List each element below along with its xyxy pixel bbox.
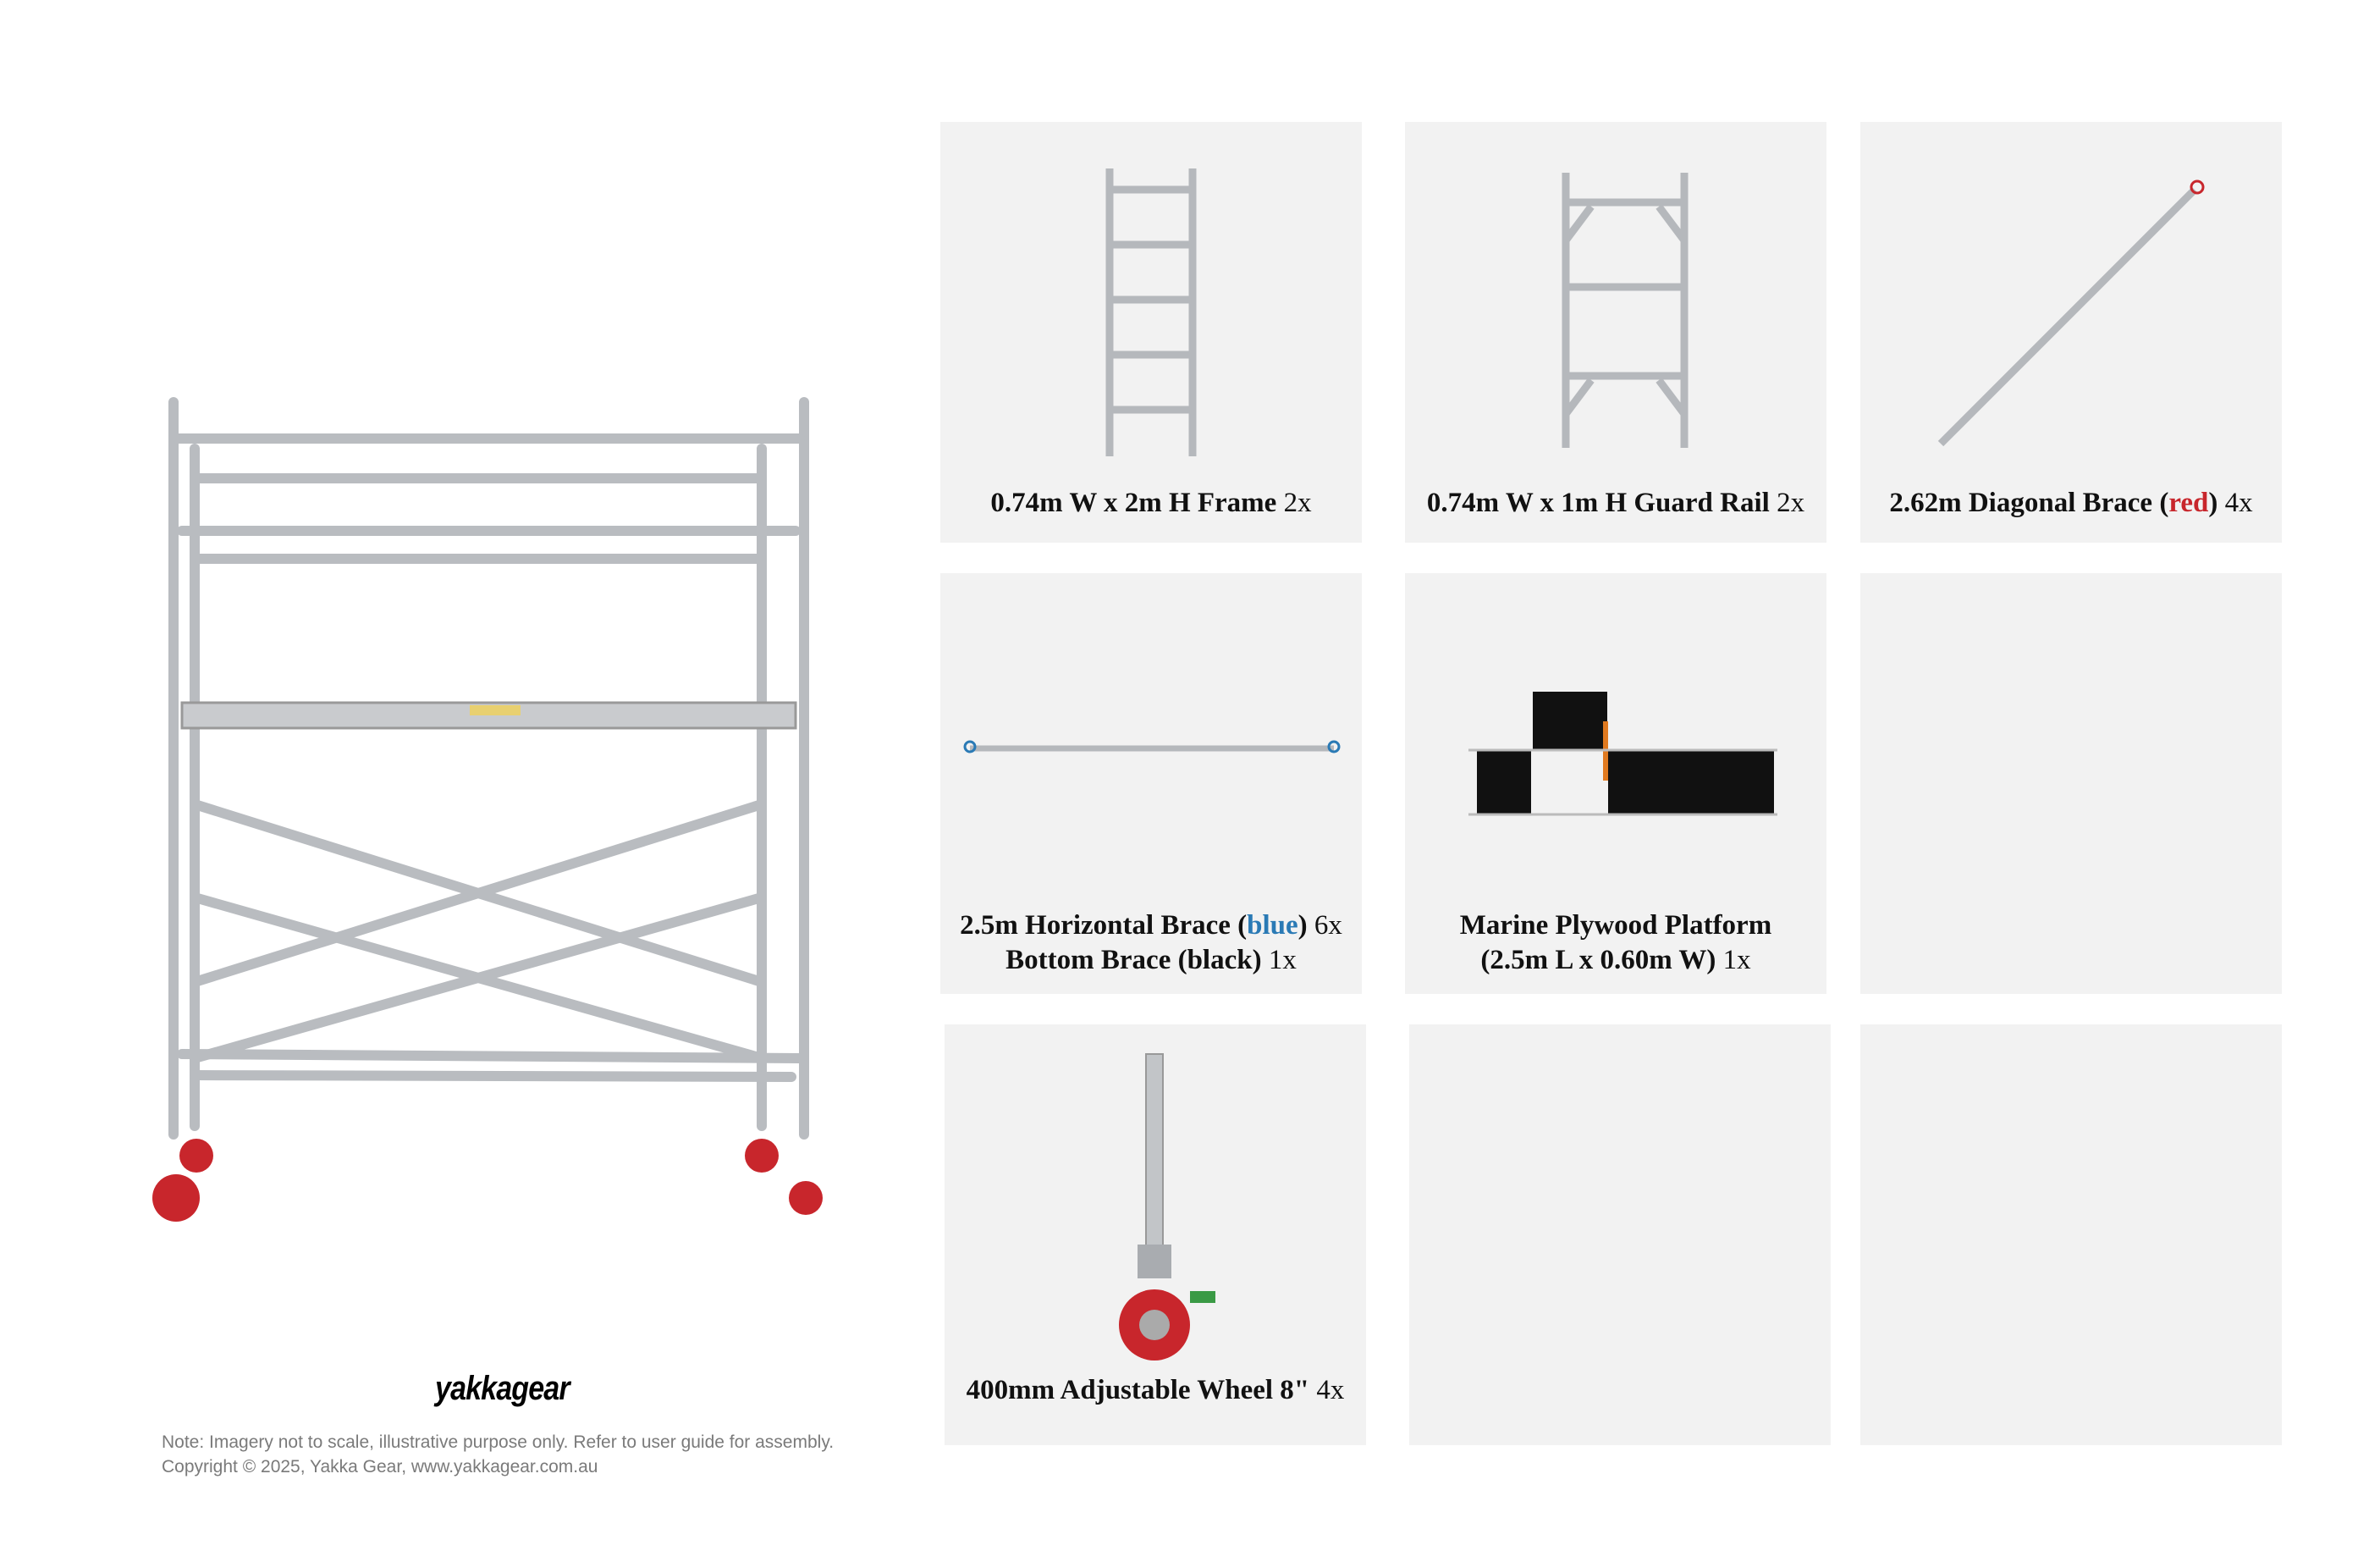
component-label: 400mm Adjustable Wheel 8" 4x	[966, 1375, 1345, 1405]
component-card-platform	[1405, 573, 1826, 994]
adjustable-wheel-image	[945, 1024, 1366, 1380]
component-label: 0.74m W x 1m H Guard Rail 2x	[1426, 488, 1805, 518]
component-label-line2: (2.5m L x 0.60m W) 1x	[1480, 945, 1751, 975]
empty-card	[1860, 573, 2282, 994]
horizontal-brace-image	[940, 573, 1362, 929]
brand-logo: yakkagear	[435, 1370, 570, 1407]
component-card-horizontal-brace	[940, 573, 1362, 994]
component-label: 2.62m Diagonal Brace (red) 4x	[1889, 488, 2253, 518]
footer-note: Note: Imagery not to scale, illustrative purpose only. Refer to user guide for assembly.	[162, 1432, 835, 1452]
component-card-wheel	[945, 1024, 1366, 1445]
component-label: 0.74m W x 2m H Frame 2x	[990, 488, 1312, 518]
footer-copyright: Copyright © 2025, Yakka Gear, www.yakkagear.com.au	[162, 1457, 598, 1476]
component-card-frame	[940, 122, 1362, 543]
scaffold-tower-image	[0, 0, 846, 1270]
empty-card	[1409, 1024, 1831, 1445]
component-label: 2.5m Horizontal Brace (blue) 6x	[960, 910, 1342, 941]
empty-card	[1860, 1024, 2282, 1445]
component-label-line2: Bottom Brace (black) 1x	[1005, 945, 1297, 975]
component-label: Marine Plywood Platform	[1459, 910, 1772, 941]
guard-rail-image	[1405, 122, 1826, 477]
frame-image	[940, 122, 1362, 477]
component-card-diagonal-brace	[1860, 122, 2282, 543]
component-card-guard-rail	[1405, 122, 1826, 543]
platform-image	[1405, 573, 1826, 929]
diagonal-brace-image	[1860, 122, 2282, 477]
